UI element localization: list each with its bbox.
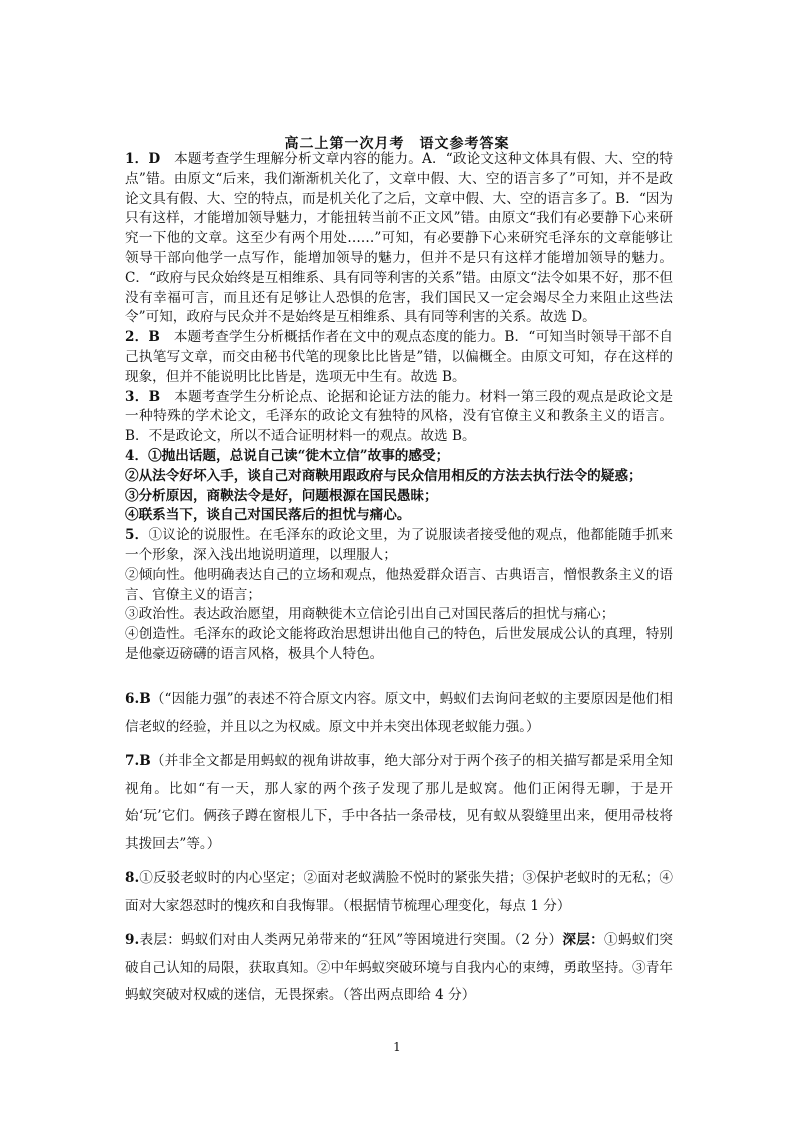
answer-number: 9. xyxy=(125,932,140,948)
answer-point: ①议论的说服性。在毛泽东的政论文里，为了说服读者接受他的观点，他都能随手抓来一个形象，深入浅出地说明道理，以理服人； xyxy=(125,527,673,563)
answer-5-point-3: ③政治性。表达政治愿望，用商鞅徙木立信论引出自己对国民落后的担忧与痛心； xyxy=(125,606,615,623)
answer-2 xyxy=(125,328,673,387)
answer-3 xyxy=(125,388,673,447)
answer-text: （“因能力强”的表述不符合原文内容。原文中，蚂蚁们去询问老蚁的主要原因是他们相信老蚁的经验，并且以之为权威。原文中并未突出体现老蚁能力强。） xyxy=(125,691,673,735)
answer-text: 本题考查学生分析论点、论据和论证方法的能力。材料一第三段的观点是政论文是一种特殊的学术论文，毛泽东的政论文有独特的风格，没有官僚主义和教条主义的语言。B．不是政论文，所以不适合证明材料一的观点。故选 B。 xyxy=(125,388,674,445)
page-number: 1 xyxy=(393,1040,401,1054)
answer-number: 4． xyxy=(125,447,149,464)
answer-text: 本题考查学生理解分析文章内容的能力。A．“政论文这种文体具有假、大、空的特点”错。由原文“后来，我们渐渐机关化了，文章中假、大、空的语言多了”可知，并不是政论文具有假、大、空的特点，而是机关化了之后，文章中假、大、空的语言多了。B．“因为只有这样，才能增加领导魅力，才能扭转当前不正文风”错。由原文“我们有必要静下心来研究一下他的文章。这至少有两个用处……”可知，有必要静下心来研究毛泽东的文章能够让领导干部向他学一点写作，能增加领导的魅力，但并不是只有这样才能增加领导的魅力。C．“政府与民众始终是互相维系、具有同等利害的关系”错。由原文“法令如果不好，那不但没有幸福可言，而且还有足够让人恐惧的危害，我们国民又一定会竭尽全力来阻止这些法令”可知，政府与民众并不是始终是互相维系、具有同等利害的关系。故选 D。 xyxy=(125,151,674,326)
answer-deep-label: 深层： xyxy=(562,932,604,948)
answer-5-point-2: ②倾向性。他明确表达自己的立场和观点，他热爱群众语言、古典语言，憎恨教条主义的语言、官僚主义的语言； xyxy=(125,566,673,603)
answer-4-point-2: ②从法令好坏入手，谈自己对商鞅用跟政府与民众信用相反的方法去执行法令的疑惑； xyxy=(125,467,642,484)
answer-deep-text: ①蚂蚁们突破自己认知的局限，获取真知。②中年蚂蚁突破环境与自我内心的束缚，勇敢坚持。③青年蚂蚁突破对权威的迷信，无畏探索。（答出两点即给 4 分） xyxy=(125,932,674,1003)
answer-number: 5． xyxy=(125,527,149,544)
answer-surface-label: 表层： xyxy=(139,932,182,948)
answer-6 xyxy=(125,686,673,741)
answer-number: 3．B xyxy=(125,388,161,405)
answer-number: 2．B xyxy=(125,329,160,346)
answer-number: 7.B xyxy=(125,753,151,769)
answer-4-point-3: ③分析原因，商鞅法令是好，问题根源在国民愚昧； xyxy=(125,487,438,504)
answer-text: （并非全文都是用蚂蚁的视角讲故事，绝大部分对于两个孩子的相关描写都是采用全知视角。比如“有一天，那人家的两个孩子发现了那儿是蚁窝。他们正闲得无聊，于是开始‘玩’它们。俩孩子蹲在窗根儿下，手中各拈一条帚枝，见有蚁从裂缝里出来，便用帚枝将其拨回去”等。） xyxy=(125,753,673,852)
answer-number: 1．D xyxy=(125,151,161,167)
answer-5-point-1 xyxy=(125,526,673,566)
answer-4-point-1 xyxy=(125,447,673,467)
answer-text: ①反驳老蚁时的内心坚定；②面对老蚁满脸不悦时的紧张失措；③保护老蚁时的无私；④面对大家怨怼时的愧疚和自我悔罪。（根据情节梳理心理变化，每点 1 分） xyxy=(125,870,673,914)
answers-section-2 xyxy=(125,686,673,1010)
answer-7 xyxy=(125,748,673,858)
answer-point: ①抛出话题，总说自己读“徙木立信”故事的感受； xyxy=(148,447,450,464)
answer-1 xyxy=(125,150,673,328)
answer-4-point-4: ④联系当下，谈自己对国民落后的担忧与痛心。 xyxy=(125,507,411,524)
answer-text: 本题考查学生分析概括作者在文中的观点态度的能力。B．“可知当时领导干部不自己执笔写文章，而交由秘书代笔的现象比比皆是”错，以偏概全。由原文可知，存在这样的现象，但并不能说明比比皆是，选项无中生有。故选 B。 xyxy=(125,329,674,385)
answer-8 xyxy=(125,865,673,920)
page-title: 高二上第一次月考 语文参考答案 xyxy=(284,136,510,152)
answer-number: 8. xyxy=(125,870,140,886)
answer-5-point-4: ④创造性。毛泽东的政论文能将政治思想讲出他自己的特色，后世发展成公认的真理，特别是他豪迈磅礴的语言风格，极具个人特色。 xyxy=(125,626,673,662)
answer-9 xyxy=(125,927,673,1010)
answers-section-1 xyxy=(125,150,673,665)
answer-number: 6.B xyxy=(125,691,151,707)
answer-surface-text: 蚂蚁们对由人类两兄弟带来的“狂风”等困境进行突围。（2 分） xyxy=(181,932,563,948)
